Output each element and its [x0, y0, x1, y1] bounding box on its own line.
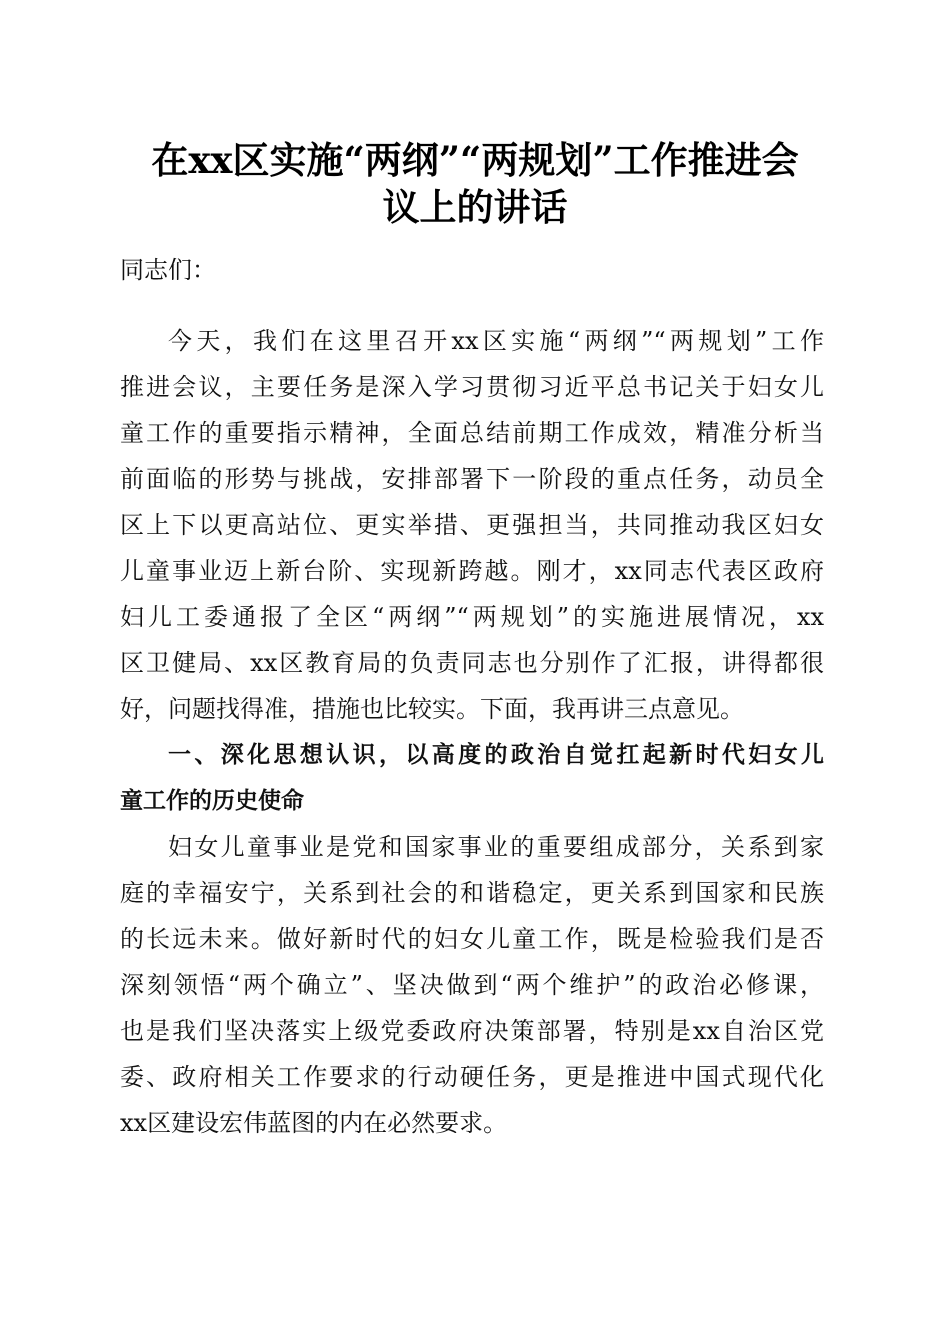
paragraph-1-line-8: 区卫健局、xx区教育局的负责同志也分别作了汇报，讲得都很 — [120, 649, 824, 677]
paragraph-2-line-6: 委、政府相关工作要求的行动硬任务，更是推进中国式现代化 — [120, 1063, 824, 1091]
paragraph-1-line-5: 区上下以更高站位、更实举措、更强担当，共同推动我区妇女 — [120, 511, 824, 539]
paragraph-1-line-3: 童工作的重要指示精神，全面总结前期工作成效，精准分析当 — [120, 419, 824, 447]
paragraph-1-line-7: 妇儿工委通报了全区“两纲”“两规划”的实施进展情况，xx — [120, 603, 824, 631]
paragraph-2-line-2: 庭的幸福安宁，关系到社会的和谐稳定，更关系到国家和民族 — [120, 879, 824, 907]
section-heading-1-line-1: 一、深化思想认识，以高度的政治自觉扛起新时代妇女儿 — [168, 742, 824, 768]
paragraph-1-line-9: 好，问题找得准，措施也比较实。下面，我再讲三点意见。 — [120, 695, 744, 723]
paragraph-1-line-1: 今天，我们在这里召开xx区实施“两纲”“两规划”工作 — [168, 327, 824, 355]
section-heading-1-line-2: 童工作的历史使命 — [120, 788, 304, 814]
paragraph-1-line-4: 前面临的形势与挑战，安排部署下一阶段的重点任务，动员全 — [120, 465, 824, 493]
paragraph-2-line-5: 也是我们坚决落实上级党委政府决策部署，特别是xx自治区党 — [120, 1017, 824, 1045]
paragraph-2-line-4: 深刻领悟“两个确立”、坚决做到“两个维护”的政治必修课， — [120, 971, 824, 999]
paragraph-2-line-7: xx区建设宏伟蓝图的内在必然要求。 — [120, 1109, 508, 1137]
paragraph-1-line-6: 儿童事业迈上新台阶、实现新跨越。刚才，xx同志代表区政府 — [120, 557, 824, 585]
document-title-line-1: 在xx区实施“两纲”“两规划”工作推进会 — [151, 138, 799, 182]
salutation: 同志们： — [120, 256, 216, 284]
paragraph-1-line-2: 推进会议，主要任务是深入学习贯彻习近平总书记关于妇女儿 — [120, 373, 824, 401]
paragraph-2-line-1: 妇女儿童事业是党和国家事业的重要组成部分，关系到家 — [168, 833, 824, 861]
paragraph-2-line-3: 的长远未来。做好新时代的妇女儿童工作，既是检验我们是否 — [120, 925, 824, 953]
document-title-line-2: 议上的讲话 — [382, 185, 568, 229]
